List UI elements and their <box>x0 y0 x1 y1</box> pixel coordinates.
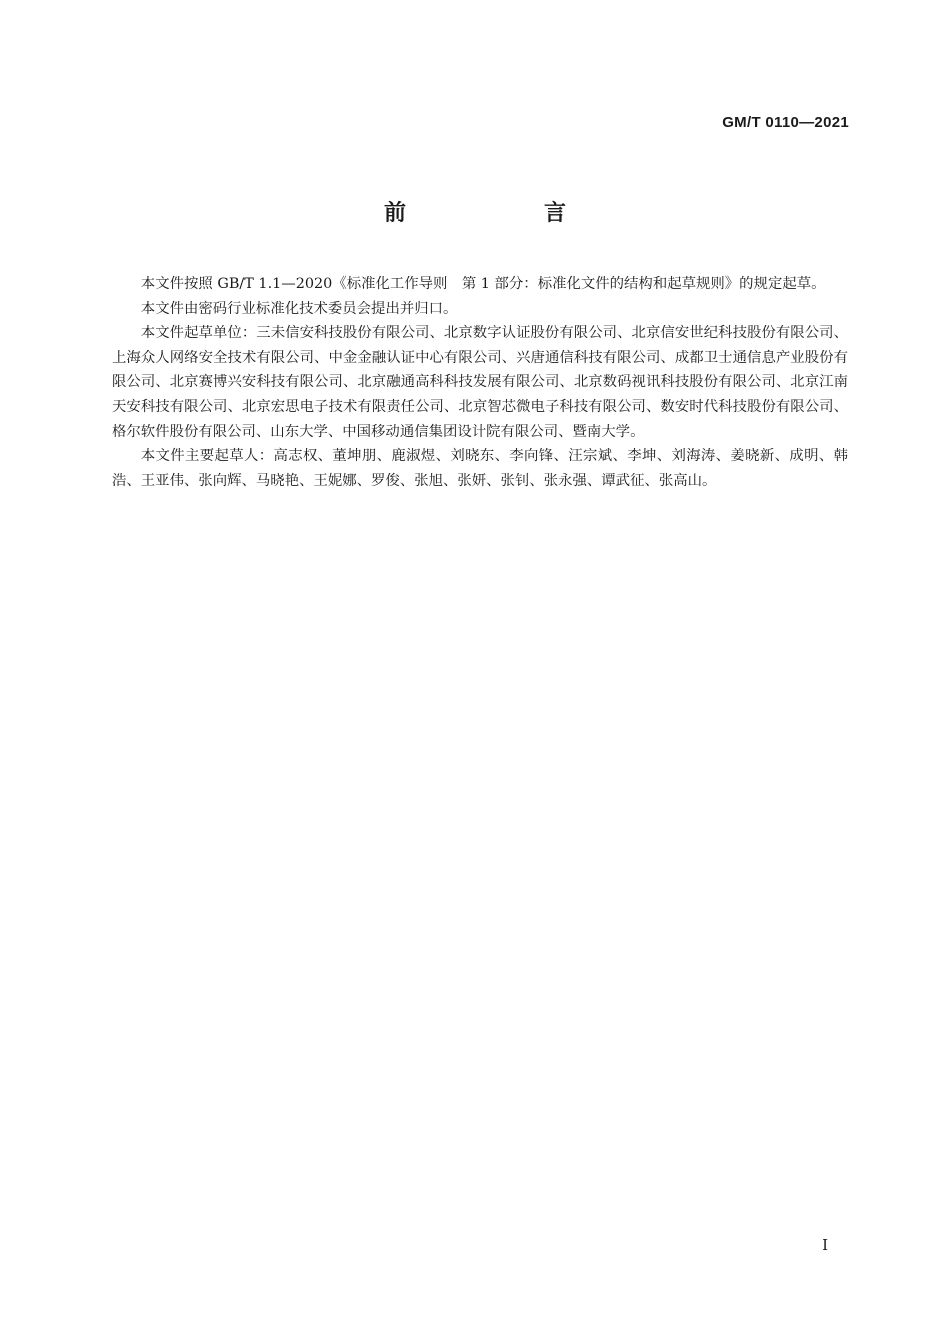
paragraph-drafters: 本文件主要起草人：高志权、董坤朋、鹿淑煜、刘晓东、李向锋、汪宗斌、李坤、刘海涛、姜晓新、成明、韩浩、王亚伟、张向辉、马晓艳、王妮娜、罗俊、张旭、张妍、张钊、张永强、谭武征、张高山。 <box>112 448 848 489</box>
page-title: 前 言 <box>383 201 624 226</box>
page-number: I <box>822 1236 828 1254</box>
document-body <box>112 272 848 493</box>
paragraph-proposer: 本文件由密码行业标准化技术委员会提出并归口。 <box>140 300 458 317</box>
standard-code: GM/T 0110—2021 <box>722 114 849 131</box>
paragraph-drafting-units: 本文件起草单位：三未信安科技股份有限公司、北京数字认证股份有限公司、北京信安世纪科技股份有限公司、上海众人网络安全技术有限公司、中金金融认证中心有限公司、兴唐通信科技有限公司、成都卫士通信息产业股份有限公司、北京赛博兴安科技有限公司、北京融通高科科技发展有限公司、北京数码视讯科技股份有限公司、北京江南天安科技有限公司、北京宏思电子技术有限责任公司、北京智芯微电子科技有限公司、数安时代科技股份有限公司、格尔软件股份有限公司、山东大学、中国移动通信集团设计院有限公司、暨南大学。 <box>112 325 848 440</box>
paragraph-drafting-rules: 本文件按照 GB/T 1.1—2020《标准化工作导则 第 1 部分：标准化文件的结构和起草规则》的规定起草。 <box>140 276 826 292</box>
